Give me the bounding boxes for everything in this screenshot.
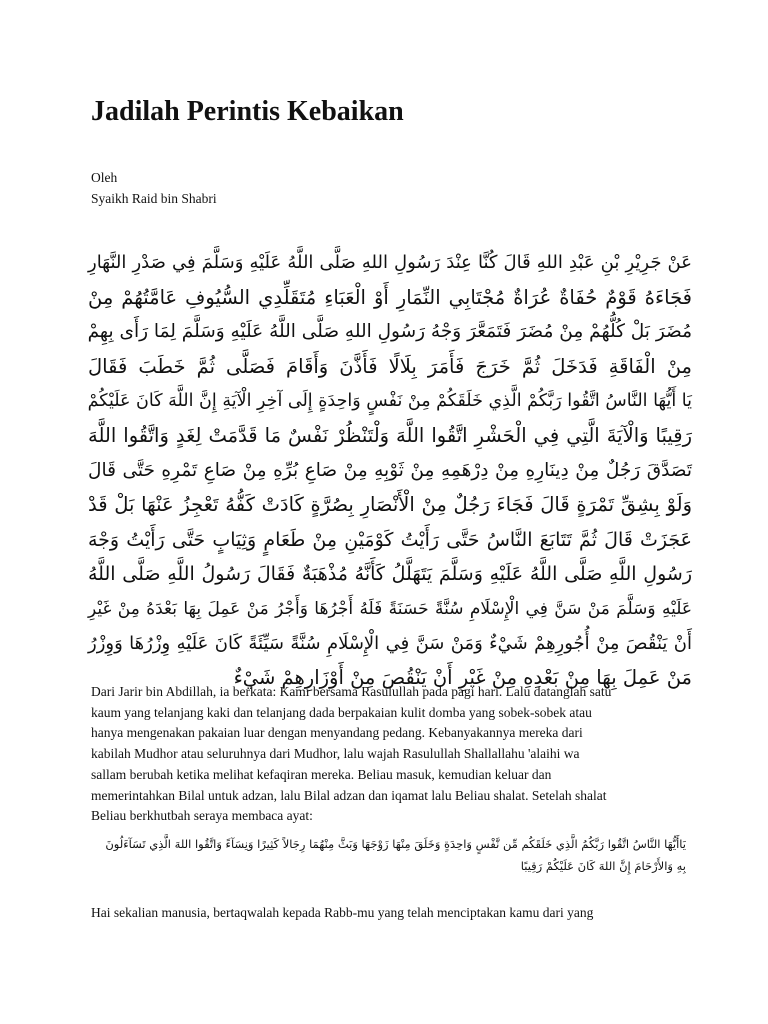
byline xyxy=(91,167,217,209)
arabic-line: مُضَرَ بَلْ كُلُّهُمْ مِنْ مُضَرَ فَتَمَعَّرَ وَجْهُ رَسُولِ اللهِ صَلَّى اللَّهُ عَلَيْهِ وَسَلَّمَ لِمَا رَأَى بِهِمْ xyxy=(87,321,692,343)
arabic-line: رَسُولِ اللَّهِ صَلَّى اللَّهُ عَلَيْهِ وَسَلَّمَ يَتَهَلَّلُ كَأَنَّهُ مُذْهَبَةٌ فَقَالَ رَسُولُ اللَّهِ صَلَّى اللَّهُ xyxy=(88,563,692,586)
verse-line: يَاأَيُّهَا النَّاسُ اتَّقُوا رَبَّكُمُ الَّذِي خَلَقَكُم مِّن نَّفْسٍ وَاحِدَةٍ وَخَلَقَ مِنْهَا زَوْجَهَا وَبَثَّ مِنْهُمَا رِجَالاً كَثِيرًا وَنِسَآءً وَاتَّقُوا اللهَ الَّذِي تَسَآءَلُونَ xyxy=(105,837,686,851)
arabic-line: فَجَاءَهُ قَوْمٌ حُفَاةٌ عُرَاةٌ مُجْتَابِي النِّمَارِ أَوْ الْعَبَاءِ مُتَقَلِّدِي السُّيُوفِ عَامَّتُهُمْ مِنْ xyxy=(88,285,692,309)
verse-line: بِهِ وَالأَرْحَامَ إِنَّ اللهَ كَانَ عَلَيْكُمْ رَقِيبًا xyxy=(520,859,686,873)
arabic-line: أَنْ يَنْقُصَ مِنْ أُجُورِهِمْ شَيْءٌ وَمَنْ سَنَّ فِي الْإِسْلَامِ سُنَّةً سَيِّئَةً كَانَ عَلَيْهِ وِزْرُهَا وَوِزْرُ xyxy=(88,632,692,654)
hadith-arabic-text xyxy=(88,246,692,696)
paragraph-line: memerintahkan Bilal untuk adzan, lalu Bilal adzan dan iqamat lalu Beliau shalat. Setelah shalat xyxy=(91,787,607,803)
paragraph-line: sallam berubah ketika melihat kefaqiran mereka. Beliau masuk, kemudian keluar dan xyxy=(91,766,552,782)
paragraph-line: hanya mengenakan pakaian luar dengan menyandang pedang. Kebanyakannya mereka dari xyxy=(91,725,583,741)
translation-paragraph xyxy=(91,682,683,827)
arabic-line: عَلَيْهِ وَسَلَّمَ مَنْ سَنَّ فِي الْإِسْلَامِ سُنَّةً حَسَنَةً فَلَهُ أَجْرُهَا وَأَجْرُ مَنْ عَمِلَ بِهَا بَعْدَهُ مِنْ غَيْرِ xyxy=(88,598,692,619)
paragraph-line: kabilah Mudhor atau seluruhnya dari Mudhor, lalu wajah Rasulullah Shallallahu 'alaihi wa xyxy=(91,746,580,762)
paragraph-line: Dari Jarir bin Abdillah, ia berkata: Kami bersama Rasulullah pada pagi hari. Lalu datanglah satu xyxy=(91,684,612,699)
arabic-line: رَقِيبًا وَالْآيَةَ الَّتِي فِي الْحَشْرِ اتَّقُوا اللَّهَ وَلْتَنْظُرْ نَفْسٌ مَا قَدَّمَتْ لِغَدٍ وَاتَّقُوا اللَّهَ xyxy=(88,423,692,447)
arabic-line: مِنْ الْفَاقَةِ فَدَخَلَ ثُمَّ خَرَجَ فَأَمَرَ بِلَالًا فَأَذَّنَ وَأَقَامَ فَصَلَّى ثُمَّ خَطَبَ فَقَالَ xyxy=(88,354,692,378)
verse-translation: Hai sekalian manusia, bertaqwalah kepada Rabb-mu yang telah menciptakan kamu dari yang xyxy=(91,905,594,920)
arabic-line: عَجَزَتْ قَالَ ثُمَّ تَتَابَعَ النَّاسُ حَتَّى رَأَيْتُ كَوْمَيْنِ مِنْ طَعَامٍ وَثِيَابٍ حَتَّى رَأَيْتُ وَجْهَ xyxy=(88,528,692,551)
arabic-line: تَصَدَّقَ رَجُلٌ مِنْ دِينَارِهِ مِنْ دِرْهَمِهِ مِنْ ثَوْبِهِ مِنْ صَاعِ بُرِّهِ مِنْ صَاعِ تَمْرِهِ حَتَّى قَالَ xyxy=(88,459,692,481)
paragraph-line: kaum yang telanjang kaki dan telanjang dada berpakaian kulit domba yang sobek-sobek atau xyxy=(91,704,592,720)
arabic-line: عَنْ جَرِيْرِ بْنِ عَبْدِ اللهِ قَالَ كُنَّا عِنْدَ رَسُولِ اللهِ صَلَّى اللَّهُ عَلَيْهِ وَسَلَّمَ فِي صَدْرِ النَّهَارِ xyxy=(88,252,692,273)
byline-label: Oleh xyxy=(91,170,118,185)
paragraph-line: Beliau berkhutbah seraya membaca ayat: xyxy=(91,808,313,824)
arabic-line: وَلَوْ بِشِقِّ تَمْرَةٍ قَالَ فَجَاءَ رَجُلٌ مِنْ الْأَنْصَارِ بِصُرَّةٍ كَادَتْ كَفُّهُ تَعْجِزُ عَنْهَا بَلْ قَدْ xyxy=(88,493,692,517)
author-name: Syaikh Raid bin Shabri xyxy=(91,191,217,206)
arabic-line: مَنْ عَمِلَ بِهَا مِنْ بَعْدِهِ مِنْ غَيْرِ أَنْ يَنْقُصَ مِنْ أَوْزَارِهِمْ شَيْءٌ xyxy=(233,666,692,690)
page-title: Jadilah Perintis Kebaikan xyxy=(91,96,404,127)
arabic-line: يَا أَيُّهَا النَّاسُ اتَّقُوا رَبَّكُمْ الَّذِي خَلَقَكُمْ مِنْ نَفْسٍ وَاحِدَةٍ إِلَى آخِرِ الْآيَةِ إِنَّ اللَّهَ كَانَ عَلَيْكُمْ xyxy=(87,391,692,412)
quran-verse-arabic xyxy=(90,833,686,877)
